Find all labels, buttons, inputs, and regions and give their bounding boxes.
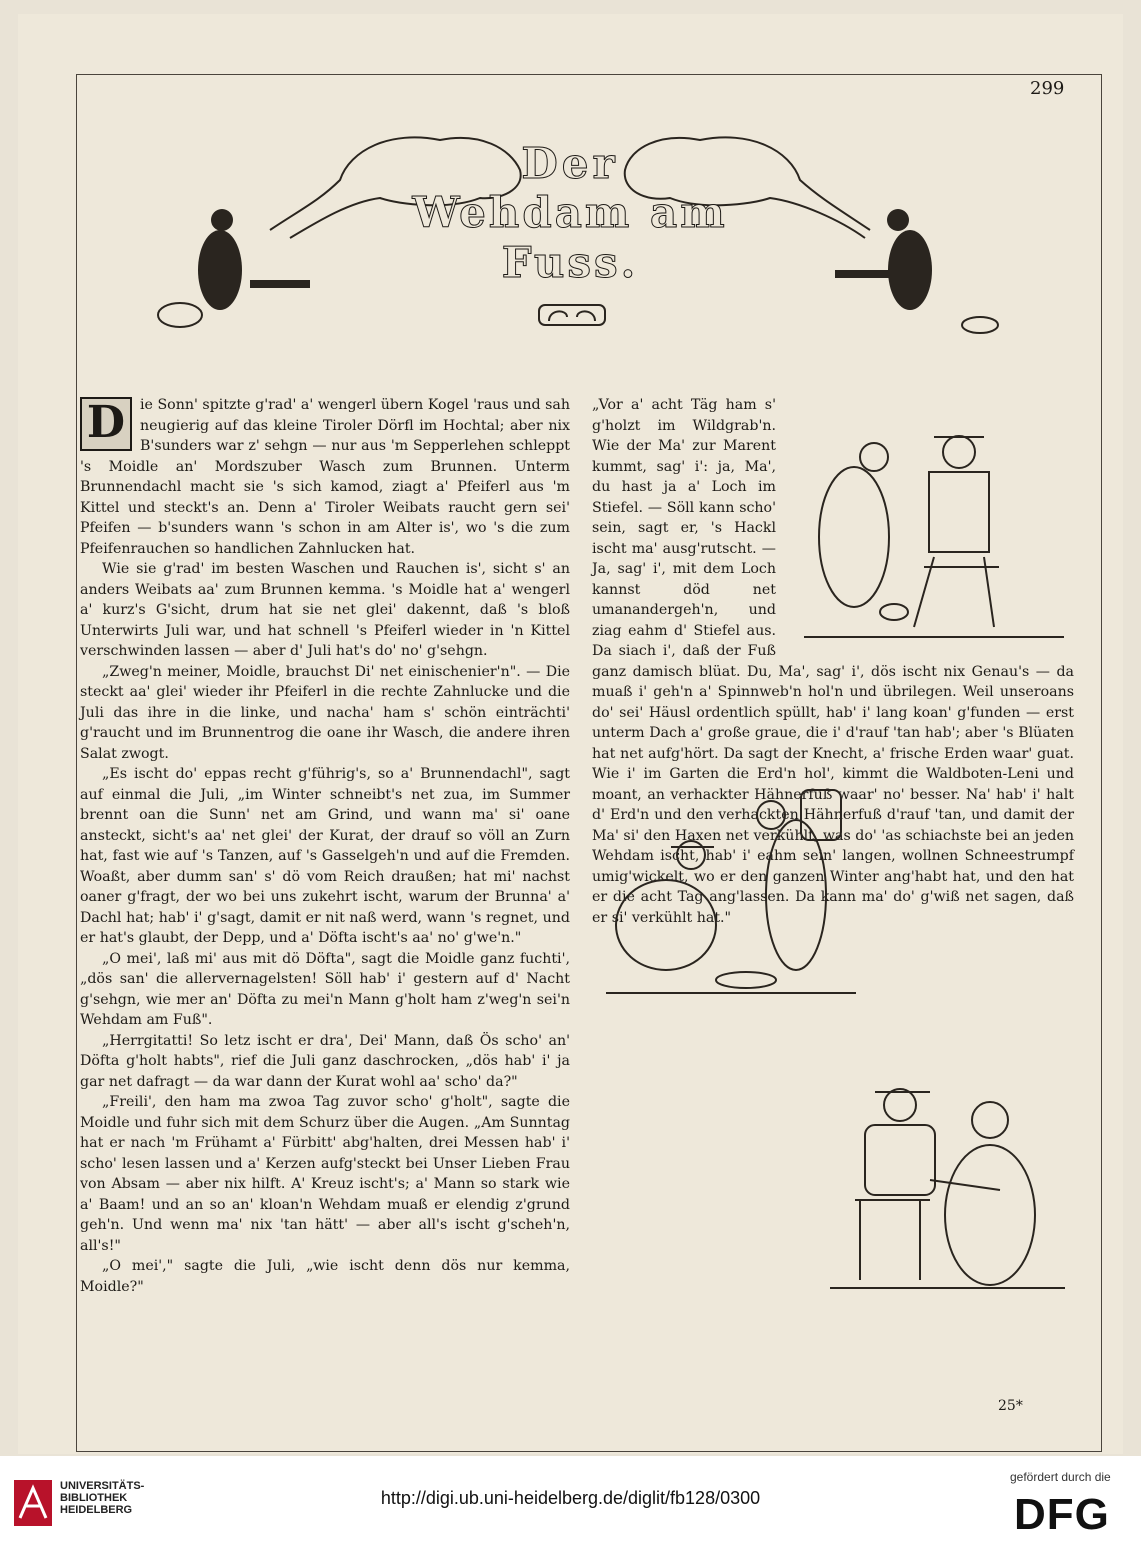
illustration-women-with-bowl <box>596 775 866 1000</box>
paragraph: „Zweg'n meiner, Moidle, brauchst Di' net einischenier'n". — Die steckt aa' glei' wieder ihr Pfeiferl in die rechte Zahnlucke und die Juli das ihre in die linke, und nacha' ham s' schön einträchti' g'raucht und im Brunnentrog die oane ihr Wasch, die andere ihren Salat zwogt. <box>80 663 570 762</box>
title-line-2: Wehdam am Fuss. <box>412 188 728 287</box>
paragraph: „Freili', den ham ma zwoa Tag zuvor scho' g'holt", sagte die Moidle und fuhr sich mit dem Schurz über die Augen. „Am Sunntag hat er nach 'm Frühamt a' Fürbitt' abg'halten, drei Messen hab' i' scho' lesen lassen und a' Kerzen aufg'steckt bei Unser Lieben Frau von Absam — aber nix hilft. A' Kreuz ischt's; a' Mann so stark wie a' Baam! und an so an' kloan'n Wehdam muaß er elendig z'grund geh'n. Und wenn ma' nix 'tan hätt' — aber all's ischt g'scheh'n, all's!" <box>80 1094 570 1254</box>
paragraph: „O mei'," sagte die Juli, „wie ischt denn dös nur kemma, Moidle?" <box>80 1258 570 1295</box>
digitization-footer <box>0 1456 1141 1553</box>
illustration-woman-and-seated-man <box>784 397 1074 642</box>
drop-cap: D <box>80 397 132 451</box>
library-name: UNIVERSITÄTS- BIBLIOTHEK HEIDELBERG <box>60 1480 145 1516</box>
signature-mark: 25* <box>998 1398 1023 1414</box>
left-woman-figure <box>198 230 242 310</box>
funding-note: gefördert durch die <box>1010 1470 1111 1484</box>
paragraph: „Es ischt do' eppas recht g'führig's, so a' Brunnendachl", sagt auf einmal die Juli, „im Winter schneibt's net zua, im Summer brennt oan die Sunn' net am Grind, und wann ma' si' oane ansteckt, sicht's aa' net glei' der Kurat, der drauf so völl an Zurn hat, fast wie auf 's Tanzen, auf 's Gasselgeh'n und auf die Fremden. Woaßt, aber dumm san' s' dö vom Reich draußen; hat mi' nachst oaner g'fragt, der wo bei uns zukehrt ischt, warum der Brunna' a' Dachl hat; hab' i' g'sagt, damit er nit naß werd, wann 's regnet, und er hat's glaubt, der Depp, und a' Döfta ischt's aa' no' g'we'n." <box>80 766 570 946</box>
illustration-foot-treatment <box>820 1070 1075 1295</box>
page-number: 299 <box>1030 78 1065 99</box>
paragraph: „Vor a' acht Täg ham s' g'holzt im Wildgrab'n. Wie der Ma' zur Marent kummt, sag' i': ja, Ma', du hast ja a' Loch im Stiefel. — Söll kann scho' sein, sagt er, 's Hackl ischt ma' ausg'rutscht. — Ja, sag' i', mit dem Loch kannst död net umanandergeh'n, und ziag eahm d' Stiefel aus. Da siach i', daß der Fuß ganz damisch blüat. Du, Ma', sag' i', dös ischt nix Genau's — da muaß i' geh'n a' Spinnweb'n hol'n und übrilegen. Weil unseroans do' sei' Häusl ordentlich spüllt, hab' i' lang koan' g'funden — erst unterm Dach a' große graue, die i' d'rauf 'tan hab'; aber 's Blüaten hat net aufg'hört. Da sagt der Knecht, a' frische Erden waar' guat. Wie i' im Garten die Erd'n hol', kimmt die Waldboten-Leni und moant, an verhackter Hähnerfuß waar' no' besser. Na' hab' i' halt d' Erd'n und den verhackten Hähnerfuß d'rauf 'tan, und damit der Ma' si' den Haxen net verkühlt, was do' 'as schiachste bei an jeden Wehdam ischt, hab' i' eahm sein' langen, wollnen Schneestrumpf umig'wickelt, wo er den ganzen Winter ang'habt hat, und den hat er die acht Tag ang'lassen. Da kann ma' do' g'wiß net sagen, daß er si' verkühlt hat." <box>592 397 1074 926</box>
left-column <box>80 395 570 1297</box>
title-line-1: Der <box>521 139 619 188</box>
paragraph: „O mei', laß mi' aus mit dö Döfta", sagt die Moidle ganz fuchti', „dös san' die allervernagelsten! Söll hab' i' gestern auf d' Nacht g'sehgn, wie mer an' Döfta zu mei'n Mann g'holt ham z'weg'n sei'n Wehdam am Fuß". <box>80 950 570 1028</box>
source-url-link[interactable]: http://digi.ub.uni-heidelberg.de/diglit/fb128/0300 <box>380 1488 761 1508</box>
paragraph: „Herrgitatti! So letz ischt er dra', Dei' Mann, daß Ös scho' an' Döfta g'holt habts", rief die Juli ganz daschrocken, „dös hab' i' ja gar net dafragt — da war dann der Kurat wohl aa' scho' da?" <box>80 1032 570 1090</box>
paragraph: Wie sie g'rad' im besten Waschen und Rauchen is', sicht s' an anders Weibats aa' zum Brunnen kemma. 's Moidle hat a' wengerl a' kurz's G'sicht, drum hat sie net glei' dakennt, daß 's bloß Unterwirts Juli war, und hat schnell 's Pfeiferl wieder in 'n Kittel verschwinden lassen — aber d' Juli hat's do' no' g'sehgn. <box>80 561 570 659</box>
dfg-logo: DFG <box>1014 1490 1110 1539</box>
story-title <box>400 140 740 288</box>
title-ornament <box>537 303 607 327</box>
paragraph: ie Sonn' spitzte g'rad' a' wengerl übern Kogel 'raus und sah neugierig auf das kleine Tiroler Dörfl im Hochtal; aber nix B'sunders war z' sehgn — nur aus 'm Sepperlehen schleppt 's Moidle an' Mordszuber Wasch zum Brunnen. Unterm Brunnendachl macht sie 's sich kamod, ziagt a' Pfeiferl aus 'm Kittel und steckt's an. Denn a' Tiroler Weibats raucht gern sei' Pfeifen — b'sunders wann 's schon in am Alter is', wo 's die zum Pfeifenrauchen so handlichen Zahnlucken hat. <box>80 397 570 557</box>
